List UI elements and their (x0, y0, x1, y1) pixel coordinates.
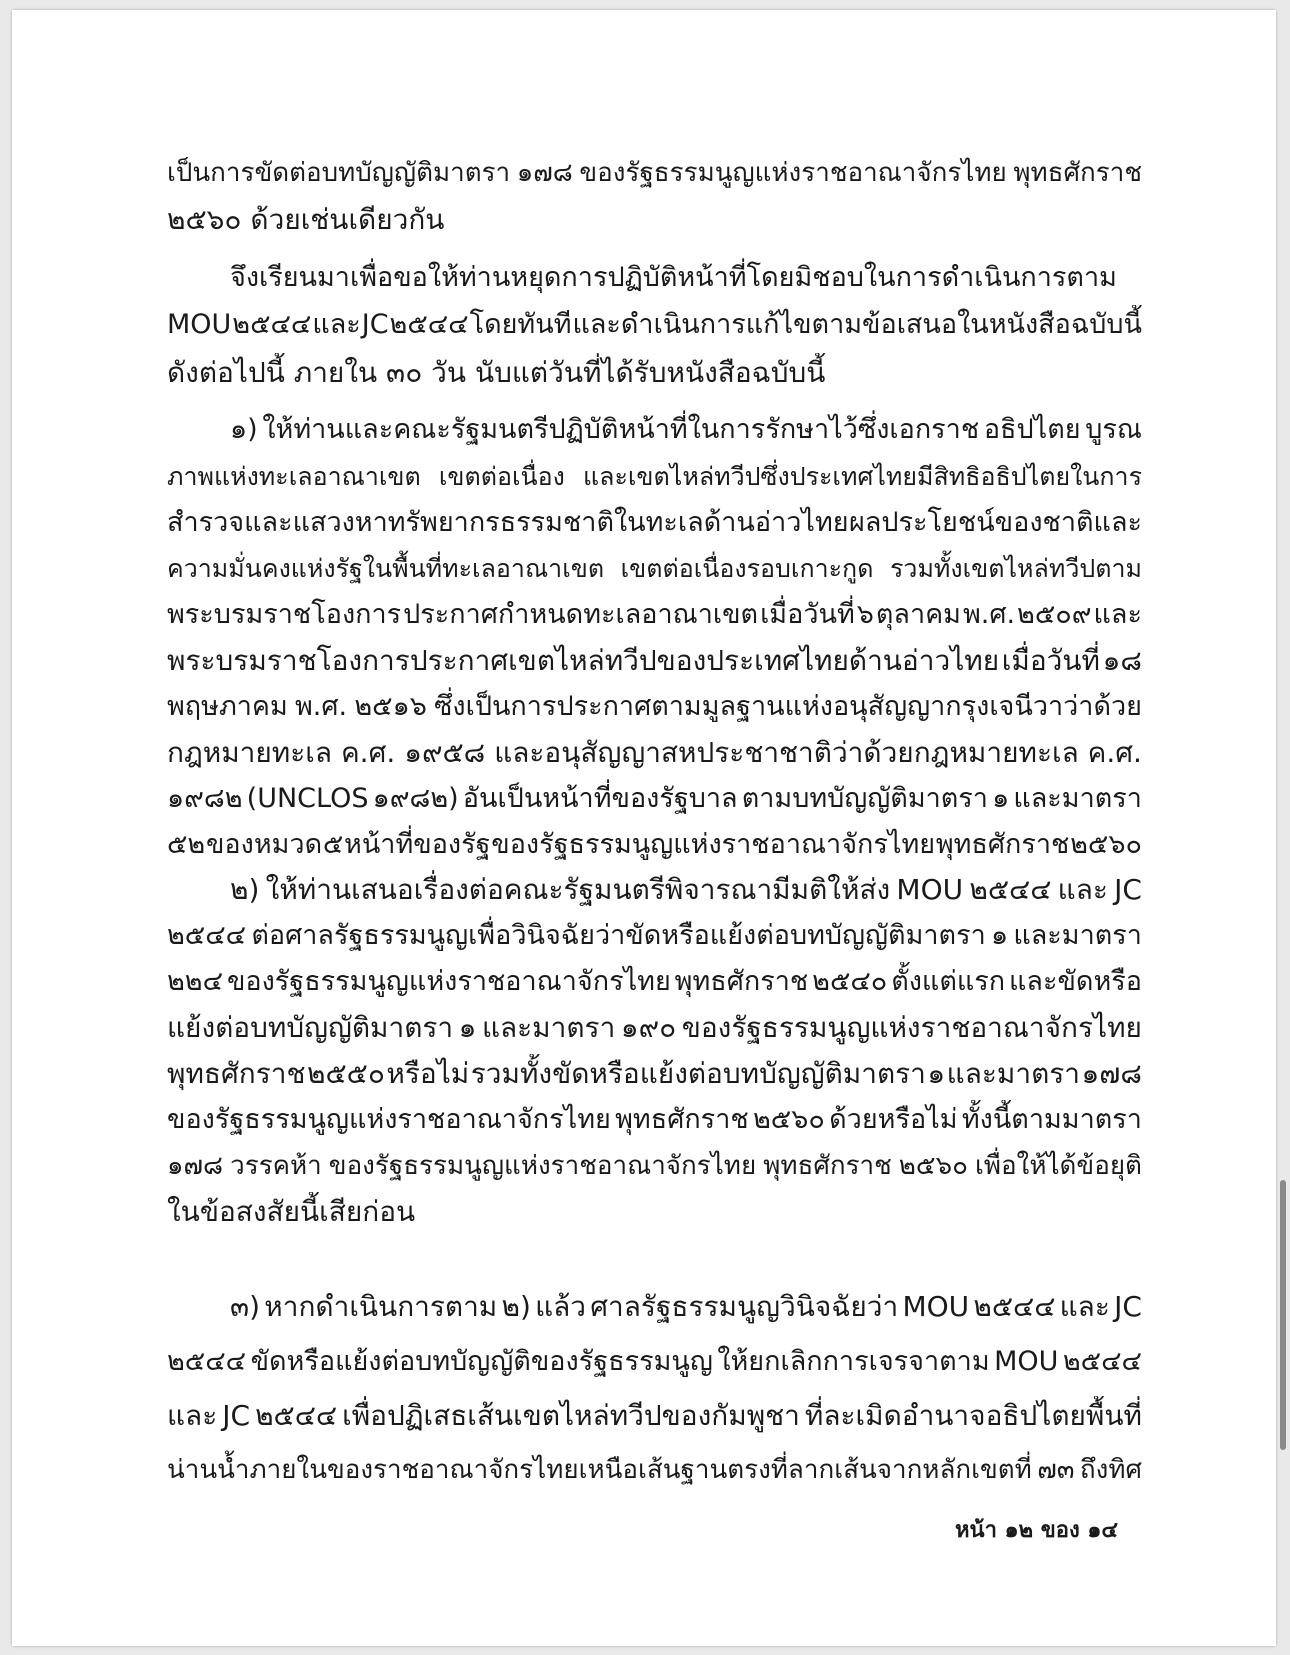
text-line: ดังต่อไปนี้ ภายใน ๓๐ วัน นับแต่วันที่ได้รับหนังสือฉบับนี้ (167, 356, 826, 389)
text-line: MOU ๒๕๔๔ และ JC ๒๕๔๔ โดยทันที และดำเนินการแก้ไขตามข้อเสนอในหนังสือฉบับนี้ (167, 309, 1142, 340)
text-line: ภาพแห่งทะเลอาณาเขต เขตต่อเนื่อง และเขตไหล่ทวีปซึ่งประเทศไทยมีสิทธิอธิปไตยในการ (167, 462, 1142, 491)
text-line: ๒๕๔๔ ขัดหรือแย้งต่อบทบัญญัติของรัฐธรรมนูญ ให้ยกเลิกการเจรจาตาม MOU ๒๕๔๔ (167, 1346, 1142, 1377)
text-line: สำรวจและแสวงหาทรัพยากรธรรมชาติในทะเลด้านอ่าวไทย ผลประโยชน์ของชาติและ (167, 507, 1142, 538)
text-line: พฤษภาคม พ.ศ. ๒๕๑๖ ซึ่งเป็นการประกาศตามมูลฐานแห่งอนุสัญญากรุงเจนีวาว่าด้วย (167, 691, 1142, 722)
text-line: ในข้อสงสัยนี้เสียก่อน (167, 1195, 416, 1228)
text-line: เป็นการขัดต่อบทบัญญัติมาตรา ๑๗๘ ของรัฐธรรมนูญแห่งราชอาณาจักรไทย พุทธศักราช (167, 158, 1142, 188)
text-line: จึงเรียนมาเพื่อขอให้ท่านหยุดการปฏิบัติหน้าที่โดยมิชอบในการดำเนินการตาม (230, 262, 1117, 293)
text-line: พระบรมราชโองการ ประกาศกำหนดทะเลอาณาเขต เมื่อวันที่ ๖ ตุลาคม พ.ศ. ๒๕๐๙ และ (167, 599, 1142, 630)
text-line: ๒) ให้ท่านเสนอเรื่องต่อคณะรัฐมนตรีพิจารณามีมติให้ส่ง MOU ๒๕๔๔ และ JC (230, 873, 1142, 906)
text-line: ๑๙๘๒ (UNCLOS ๑๙๘๒) อันเป็นหน้าที่ของรัฐบาล ตามบทบัญญัติมาตรา ๑ และมาตรา (167, 783, 1142, 814)
text-line: และ JC ๒๕๔๔ เพื่อปฏิเสธเส้นเขตไหล่ทวีปของกัมพูชา ที่ละเมิดอำนาจอธิปไตยพื้นที่ (167, 1399, 1142, 1432)
text-line: พระบรมราชโองการประกาศเขตไหล่ทวีปของประเทศไทยด้านอ่าวไทย เมื่อวันที่ ๑๘ (167, 644, 1142, 677)
text-line: ของรัฐธรรมนูญแห่งราชอาณาจักรไทย พุทธศักราช ๒๕๖๐ ด้วยหรือไม่ ทั้งนี้ตามมาตรา (167, 1104, 1142, 1135)
text-line: พุทธศักราช ๒๕๕๐ หรือไม่ รวมทั้งขัดหรือแย้งต่อบทบัญญัติมาตรา ๑ และมาตรา ๑๗๘ (167, 1057, 1142, 1090)
vertical-scrollbar[interactable] (1280, 1180, 1286, 1450)
text-line: ๑๗๘ วรรคห้า ของรัฐธรรมนูญแห่งราชอาณาจักรไทย พุทธศักราช ๒๕๖๐ เพื่อให้ได้ข้อยุติ (167, 1151, 1142, 1181)
text-line: ๑) ให้ท่านและคณะรัฐมนตรีปฏิบัติหน้าที่ในการรักษาไว้ซึ่งเอกราช อธิปไตย บูรณ (230, 414, 1142, 445)
text-line: ๒๕๔๔ ต่อศาลรัฐธรรมนูญเพื่อวินิจฉัยว่าขัดหรือแย้งต่อบทบัญญัติมาตรา ๑ และมาตรา (167, 920, 1142, 951)
document-page (12, 10, 1276, 1646)
text-line: แย้งต่อบทบัญญัติมาตรา ๑ และมาตรา ๑๙๐ ของรัฐธรรมนูญแห่งราชอาณาจักรไทย (167, 1011, 1142, 1044)
page-number: หน้า ๑๒ ของ ๑๔ (955, 1518, 1118, 1543)
text-line: กฎหมายทะเล ค.ศ. ๑๙๕๘ และอนุสัญญาสหประชาชาติว่าด้วยกฎหมายทะเล ค.ศ. (167, 736, 1142, 769)
text-line: ๕๒ ของหมวด ๕ หน้าที่ของรัฐ ของรัฐธรรมนูญแห่งราชอาณาจักรไทย พุทธศักราช ๒๕๖๐ (167, 829, 1142, 860)
text-line: ๒๒๔ ของรัฐธรรมนูญแห่งราชอาณาจักรไทย พุทธศักราช ๒๕๔๐ ตั้งแต่แรก และขัดหรือ (167, 966, 1142, 997)
text-line: น่านน้ำภายในของราชอาณาจักรไทยเหนือเส้นฐานตรงที่ลากเส้นจากหลักเขตที่ ๗๓ ถึงทิศ (167, 1455, 1142, 1485)
text-line: ๓) หากดำเนินการตาม ๒) แล้ว ศาลรัฐธรรมนูญวินิจฉัยว่า MOU ๒๕๔๔ และ JC (230, 1290, 1142, 1323)
text-line: ความมั่นคงแห่งรัฐในพื้นที่ทะเลอาณาเขต เขตต่อเนื่องรอบเกาะกูด รวมทั้งเขตไหล่ทวีปตาม (167, 554, 1142, 583)
text-line: ๒๕๖๐ ด้วยเช่นเดียวกัน (167, 203, 445, 236)
